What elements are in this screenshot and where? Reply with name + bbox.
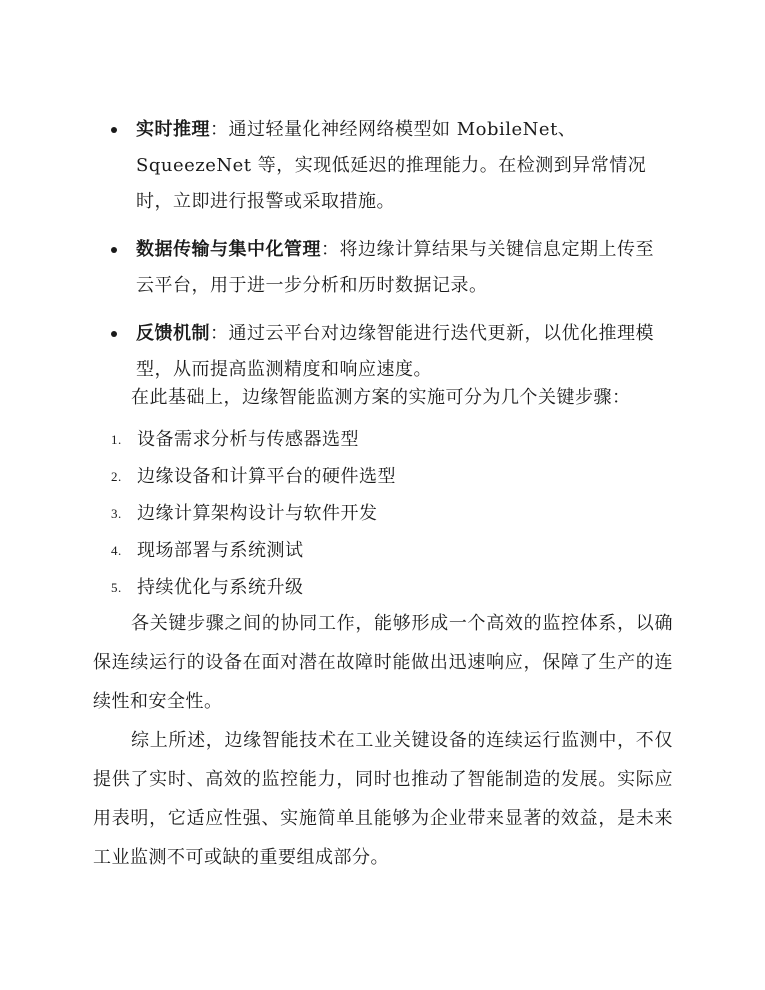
bullet-term: 数据传输与集中化管理 <box>136 239 321 260</box>
step-number: 5. <box>111 580 122 595</box>
step-text: 设备需求分析与传感器选型 <box>137 429 359 450</box>
bullet-item-data-transfer <box>136 232 662 304</box>
bullet-text: 将边缘计算结果与关键信息定期上传至云平台，用于进一步分析和历时数据记录。 <box>136 239 654 296</box>
step-number: 4. <box>111 543 122 558</box>
bullet-item-feedback <box>136 316 662 388</box>
step-text: 边缘计算架构设计与软件开发 <box>137 503 378 524</box>
step-number: 1. <box>111 432 122 447</box>
body-paragraph-collaboration: 各关键步骤之间的协同工作，能够形成一个高效的监控体系，以确保连续运行的设备在面对潜在故障时能做出迅速响应，保障了生产的连续性和安全性。 <box>93 613 673 712</box>
step-text: 持续优化与系统升级 <box>137 577 304 598</box>
bullet-text: 通过轻量化神经网络模型如 MobileNet、SqueezeNet 等，实现低延迟的推理能力。在检测到异常情况时，立即进行报警或采取措施。 <box>136 119 647 212</box>
steps-intro-paragraph: 在此基础上，边缘智能监测方案的实施可分为几个关键步骤： <box>131 387 631 408</box>
bullet-item-realtime-inference <box>136 112 662 220</box>
steps-numbered-list <box>0 424 765 609</box>
bullet-text: 通过云平台对边缘智能进行迭代更新，以优化推理模型，从而提高监测精度和响应速度。 <box>136 323 654 380</box>
step-text: 现场部署与系统测试 <box>137 540 304 561</box>
step-text: 边缘设备和计算平台的硬件选型 <box>137 466 396 487</box>
step-item <box>0 424 765 461</box>
bullet-term: 反馈机制 <box>136 323 210 344</box>
step-number: 2. <box>111 469 122 484</box>
feature-bullet-list <box>0 112 765 400</box>
bullet-dot-icon <box>111 331 117 337</box>
step-number: 3. <box>111 506 122 521</box>
bullet-separator: ： <box>321 239 340 260</box>
body-paragraph-conclusion: 综上所述，边缘智能技术在工业关键设备的连续运行监测中，不仅提供了实时、高效的监控能力，同时也推动了智能制造的发展。实际应用表明，它适应性强、实施简单且能够为企业带来显著的效益，是未来工业监测不可或缺的重要组成部分。 <box>93 730 673 868</box>
bullet-separator: ： <box>210 323 229 344</box>
step-item <box>0 498 765 535</box>
step-item <box>0 535 765 572</box>
step-item <box>0 461 765 498</box>
bullet-dot-icon <box>111 247 117 253</box>
bullet-dot-icon <box>111 127 117 133</box>
bullet-separator: ： <box>210 119 229 140</box>
bullet-term: 实时推理 <box>136 119 210 140</box>
